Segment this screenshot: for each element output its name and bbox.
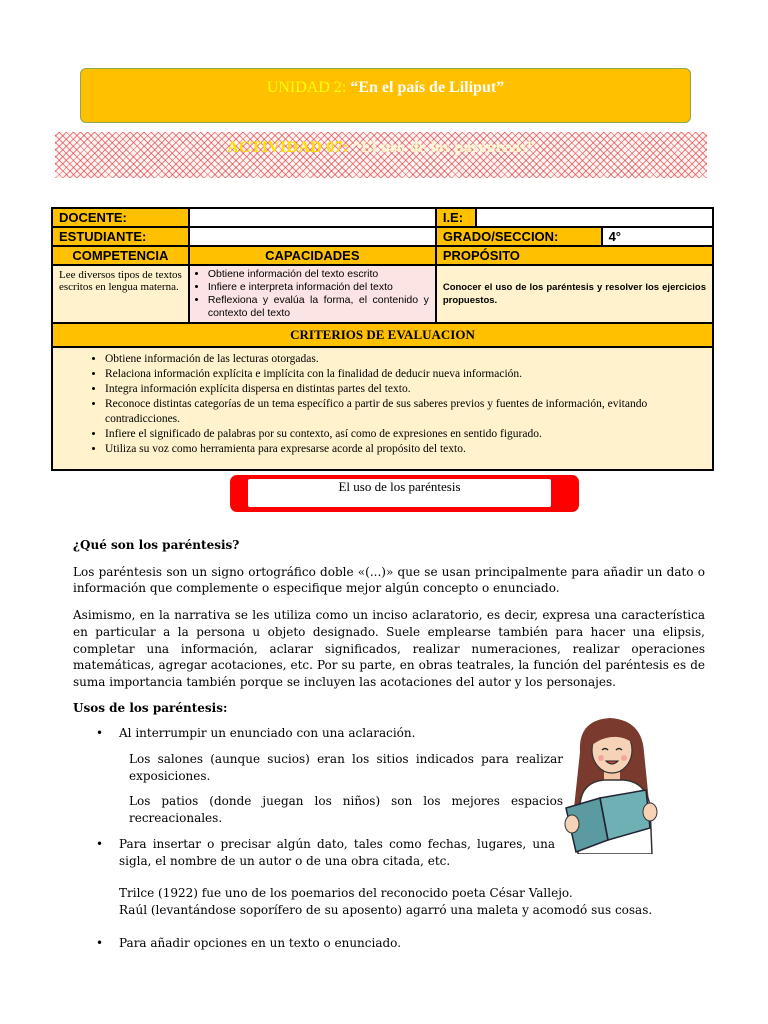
example-2a: Trilce (1922) fue uno de los poemarios del reconocido poeta César Vallejo. [119,886,573,901]
example-1a: Los salones (aunque sucios) eran los sitios indicados para realizar exposiciones. [129,752,563,783]
activity-banner [55,132,707,178]
use-item-1: • Al interrumpir un enunciado con una aclaración. [73,725,555,742]
use-item-3: • Para añadir opciones en un texto o enunciado. [73,935,705,952]
estudiante-label: ESTUDIANTE: [52,227,189,246]
capacidades-header: CAPACIDADES [189,246,436,265]
info-table [51,207,714,471]
criterios-list [52,347,713,470]
example-2b: Raúl (levantándose soporífero de su aposento) agarró una maleta y acomodó sus cosas. [119,902,653,917]
unit-banner [80,68,691,123]
use-item-2: • Para insertar o precisar algún dato, tales como fechas, lugares, una sigla, el nombre de un autor o de una obra citada, etc. [73,836,555,869]
competencia-text: Lee diversos tipos de textos escritos en lengua materna. [52,265,189,323]
proposito-text: Conocer el uso de los paréntesis y resolver los ejercicios propuestos. [436,265,713,323]
criterios-header: CRITERIOS DE EVALUACION [52,323,713,347]
topic-banner [230,475,579,512]
capacidad-item: • Infiere e interpreta información del texto [208,281,429,294]
example-1b: Los patios (donde juegan los niños) son los mejores espacios recreacionales. [129,794,563,826]
grado-value: 4° [602,227,713,246]
unit-title: “En el país de Liliput” [350,79,505,96]
topic-title: El uso de los paréntesis [248,479,551,507]
criterio-item: • Utiliza su voz como herramienta para expresarse acorde al propósito del texto. [105,442,704,457]
question-heading: ¿Qué son los paréntesis? [73,538,240,552]
usos-heading: Usos de los paréntesis: [73,700,228,715]
ie-label: I.E: [436,208,476,227]
grado-label: GRADO/SECCION: [436,227,602,246]
definition-paragraph: Los paréntesis son un signo ortográfico doble «(...)» que se usan principalmente para añadir un dato o información que complemente o especifique mejor algún concepto o enunciado. [73,564,705,596]
estudiante-field[interactable] [189,227,436,246]
unit-label: UNIDAD 2: [266,79,347,96]
criterio-item: • Obtiene información de las lecturas otorgadas. [105,352,704,367]
docente-label: DOCENTE: [52,208,189,227]
activity-label: ACTIVIDAD 07: [226,139,349,156]
competencia-header: COMPETENCIA [52,246,189,265]
criterio-item: • Integra información explícita dispersa en distintas partes del texto. [105,382,704,397]
capacidades-list [189,265,436,323]
girl-reading-illustration [560,712,668,854]
activity-title: “El uso de los paréntesis” [352,139,536,156]
capacidad-item: • Obtiene información del texto escrito [208,268,429,281]
criterio-item: • Reconoce distintas categorías de un tema específico a partir de sus saberes previos y fuentes de información, evitando contradicciones. [105,397,704,427]
docente-field[interactable] [189,208,436,227]
capacidad-item: • Reflexiona y evalúa la forma, el contenido y contexto del texto [208,294,429,320]
ie-field[interactable] [476,208,713,227]
proposito-header: PROPÓSITO [436,246,713,265]
criterio-item: • Infiere el significado de palabras por su contexto, así como de expresiones en sentido figurado. [105,427,704,442]
narrative-paragraph: Asimismo, en la narrativa se les utiliza como un inciso aclaratorio, es decir, expresa una característica en particular a la persona u objeto designado. Suele emplearse también para hacer una elipsis, completar una información, aclarar significados, realizar numeraciones, realizar operaciones matemáticas, agregar acotaciones, etc. Por su parte, en obras teatrales, la función del paréntesis es de suma importancia también porque se incluyen las acotaciones del autor y los personajes. [73,608,705,689]
criterio-item: • Relaciona información explícita e implícita con la finalidad de deducir nueva información. [105,367,704,382]
